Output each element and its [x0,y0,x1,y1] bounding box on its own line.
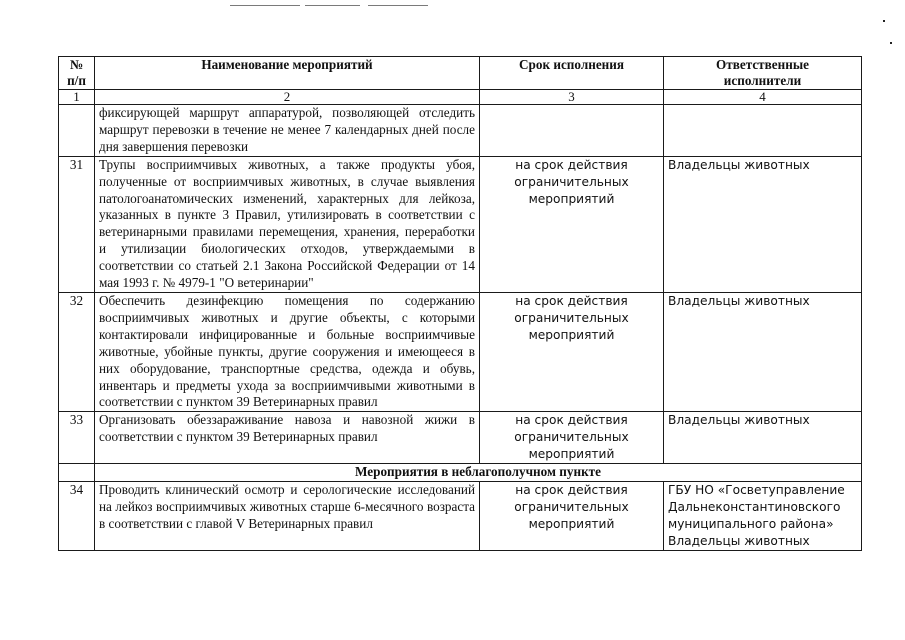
measure-name: Обеспечить дезинфекцию помещения по содержанию восприимчивых животных и другие объекты, с которыми контактировали инфицированные и больные восприимчивые животные, убойные пункты, другие сооружения и имеющееся в них оборудование, транспортные средства, одежда и обувь, инвентарь и предметы ухода за восприимчивыми животными в соответствии с пунктом 39 Ветеринарных правил [95,292,480,411]
scan-speck [883,20,885,22]
row-number: 34 [59,481,95,550]
scan-edge-rule [230,5,300,6]
column-number: 4 [664,90,862,105]
measure-name: Проводить клинический осмотр и серологические исследований на лейкоз восприимчивых животных старше 6-месячного возраста в соответствии с главой V Ветеринарных правил [95,481,480,550]
measure-responsible [664,105,862,157]
measure-responsible [664,481,862,550]
scan-speck [890,42,892,44]
header-responsible: Ответственные исполнители [664,57,862,90]
table-row [59,412,862,464]
header-row [59,57,862,90]
table-row [59,292,862,411]
measure-responsible: Владельцы животных [664,156,862,292]
row-number [59,105,95,157]
measure-term: на срок действия ограничительных мероприятий [480,412,664,464]
scan-edge-rule [368,5,428,6]
column-number: 3 [480,90,664,105]
column-number: 2 [95,90,480,105]
responsible-organization: ГБУ НО «Госветуправление Дальнеконстантиновского муниципального района» [668,482,845,531]
measures-table [58,56,862,551]
table-row [59,481,862,550]
section-title: Мероприятия в неблагополучном пункте [95,464,862,482]
header-name: Наименование мероприятий [95,57,480,90]
row-number: 33 [59,412,95,464]
scan-edge-rule [305,5,360,6]
measure-name: Организовать обеззараживание навоза и навозной жижи в соответствии с пунктом 39 Ветеринарных правил [95,412,480,464]
column-number: 1 [59,90,95,105]
measure-name: Трупы восприимчивых животных, а также продукты убоя, полученные от восприимчивых животных, в случае выявления патологоанатомических изменений, характерных для лейкоза, указанных в пункте 3 Правил, утилизировать в соответствии с ветеринарными правилами перемещения, хранения, переработки и утилизации биологических отходов, утверждаемыми в соответствии со статьей 2.1 Закона Российской Федерации от 14 мая 1993 г. № 4979-1 "О ветеринарии" [95,156,480,292]
column-number-row [59,90,862,105]
responsible-owners: Владельцы животных [668,533,810,548]
row-number: 31 [59,156,95,292]
measure-responsible: Владельцы животных [664,412,862,464]
table-row-continuation [59,105,862,157]
header-num: № п/п [59,57,95,90]
header-term: Срок исполнения [480,57,664,90]
measure-responsible: Владельцы животных [664,292,862,411]
section-number-cell [59,464,95,482]
section-row [59,464,862,482]
measure-term: на срок действия ограничительных мероприятий [480,292,664,411]
table-row [59,156,862,292]
row-number: 32 [59,292,95,411]
measure-term [480,105,664,157]
measure-term: на срок действия ограничительных мероприятий [480,156,664,292]
measure-name: фиксирующей маршрут аппаратурой, позволяющей отследить маршрут перевозки в течение не менее 7 календарных дней после дня завершения перевозки [95,105,480,157]
measure-term: на срок действия ограничительных мероприятий [480,481,664,550]
